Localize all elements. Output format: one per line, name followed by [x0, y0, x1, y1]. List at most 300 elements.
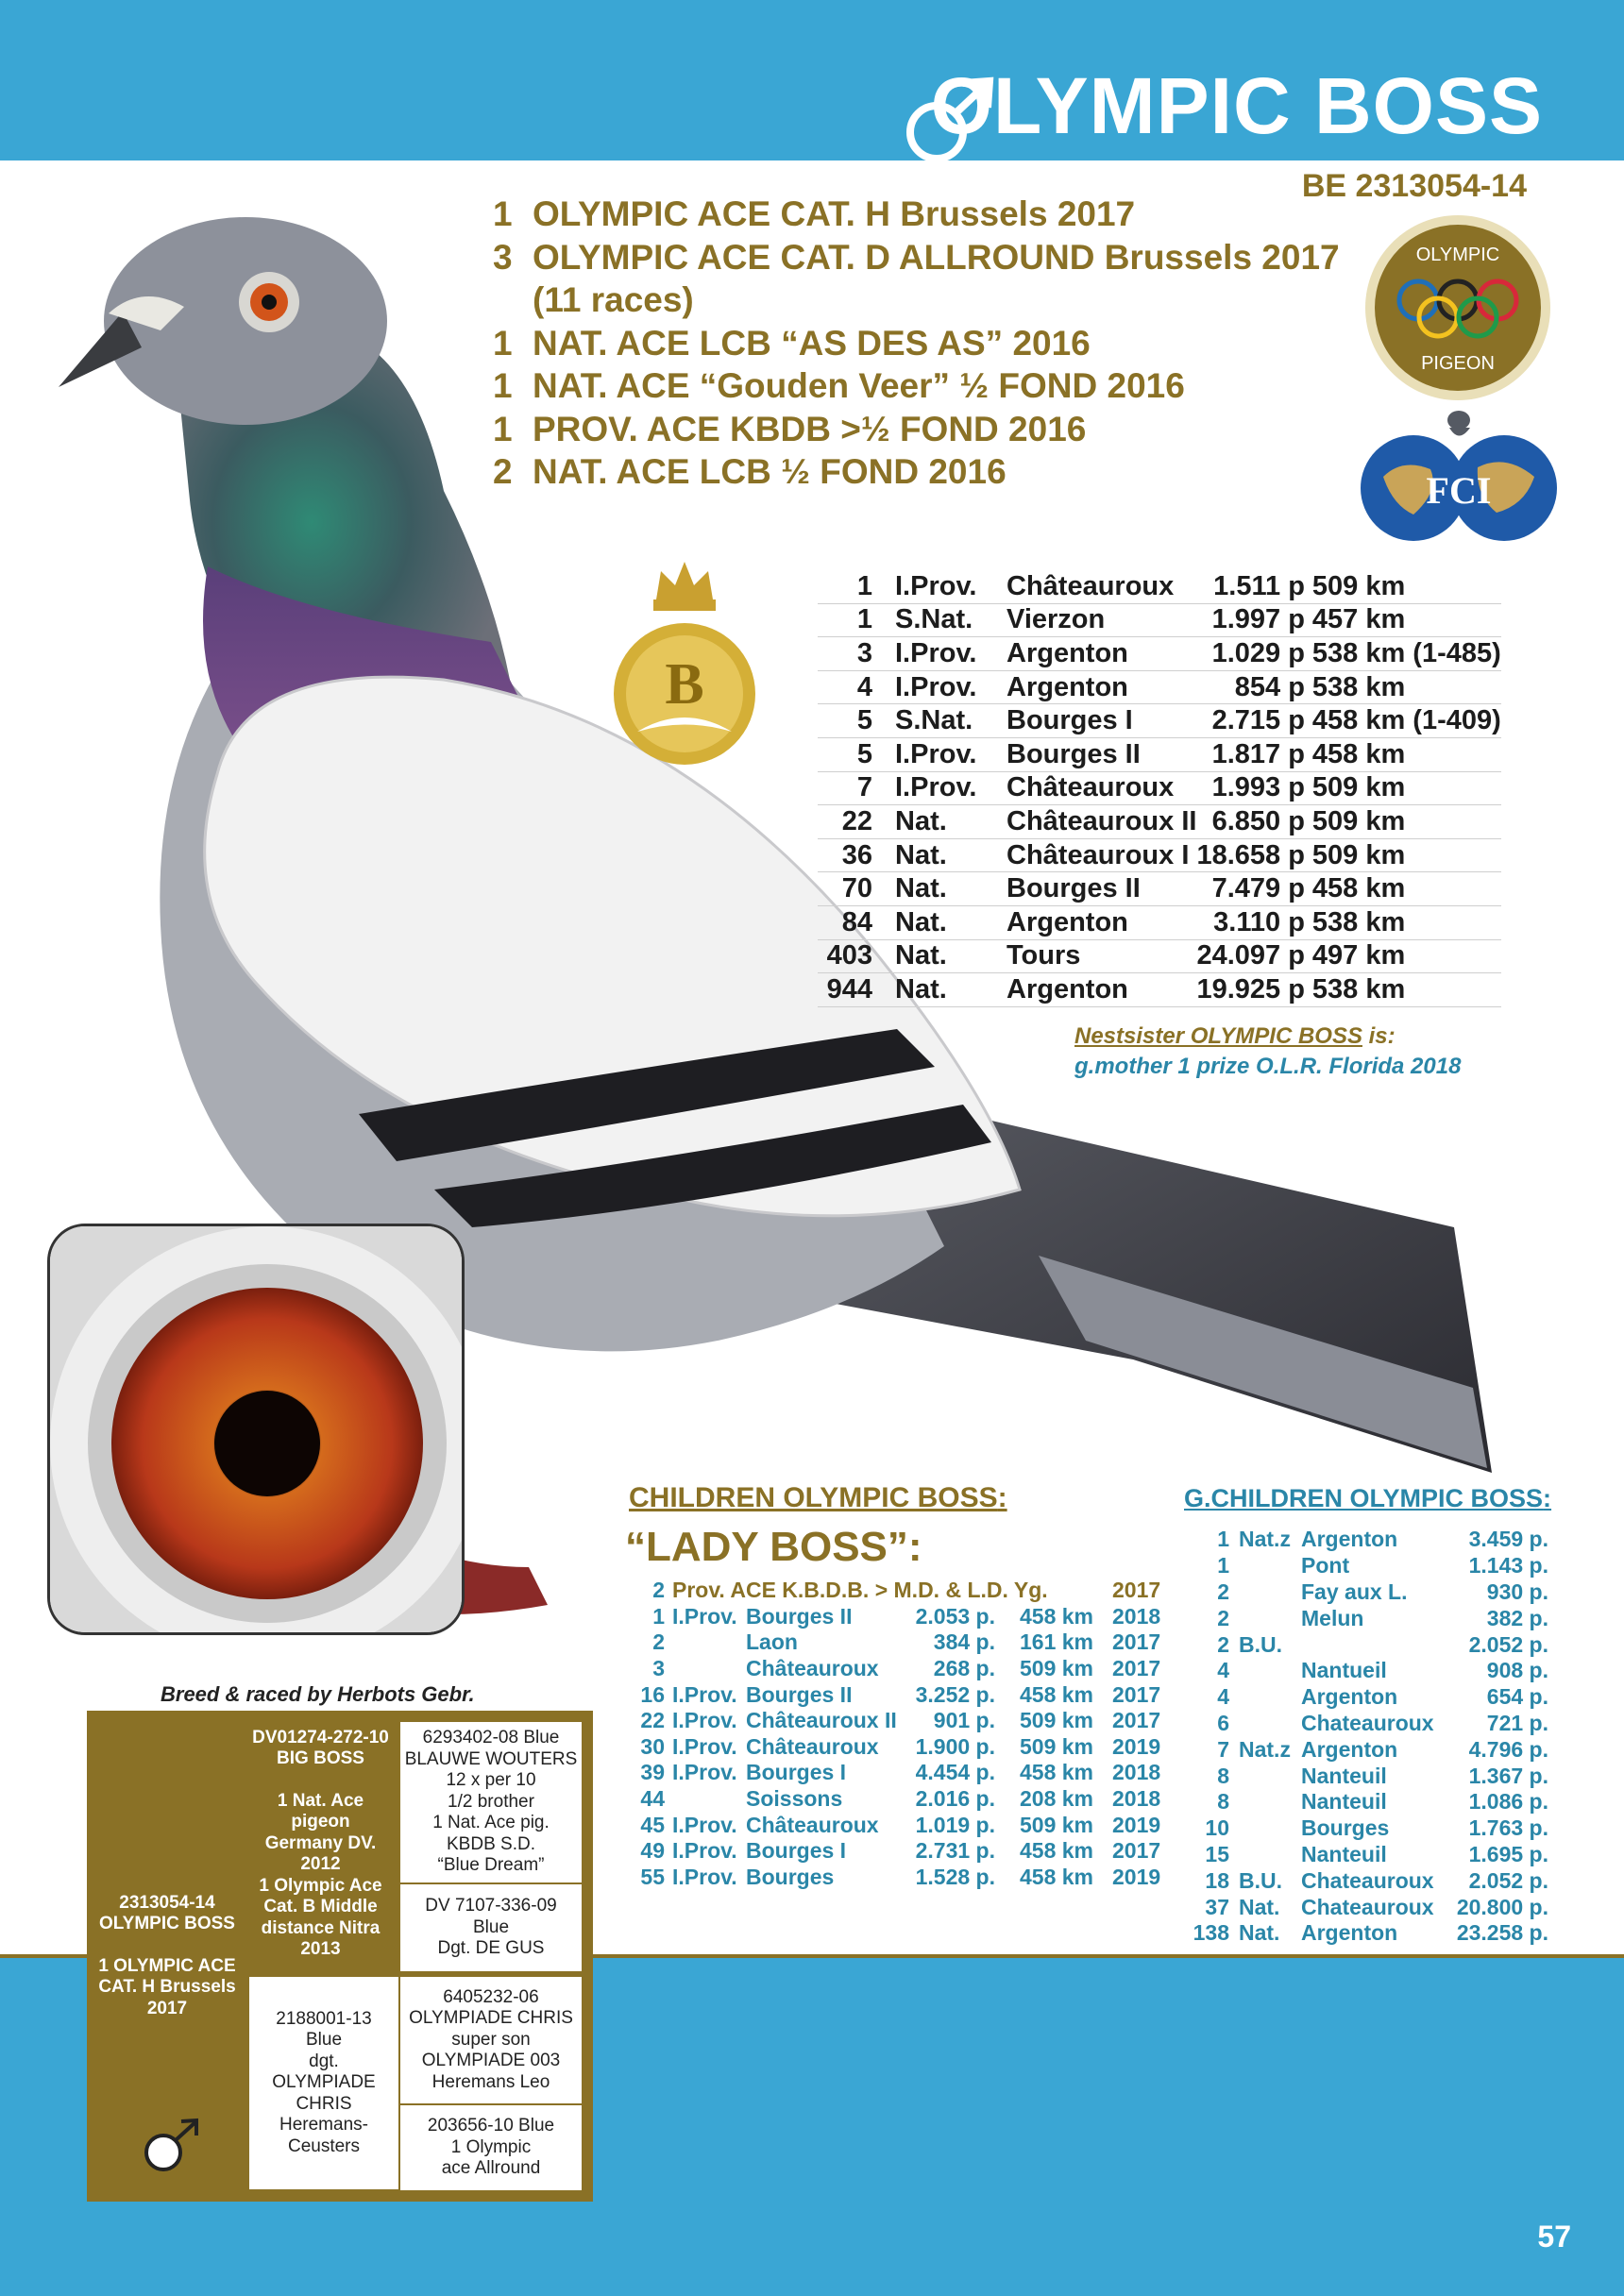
- achievement-item: 1 NAT. ACE “Gouden Veer” ½ FOND 2016: [493, 366, 1185, 405]
- result-type: S.Nat.: [895, 704, 1007, 738]
- result-note: (1-485): [1413, 637, 1501, 668]
- pedigree-dam-sire: [400, 1977, 582, 2103]
- table-row: [625, 1760, 1160, 1786]
- child-rank: 45: [640, 1812, 665, 1837]
- result-rank: 3: [818, 637, 895, 671]
- result-type: Nat.: [895, 805, 1007, 839]
- pedigree-line: 1 Nat. Ace pig.: [432, 1813, 550, 1833]
- result-distance: [1305, 805, 1501, 839]
- table-row: [625, 1734, 1160, 1761]
- result-pigeons: 7.479 p: [1196, 872, 1304, 906]
- pedigree-line: 203656-10 Blue: [427, 2116, 555, 2136]
- pedigree-line: 6293402-08 Blue: [422, 1728, 560, 1748]
- result-km: 497 km: [1311, 940, 1406, 971]
- table-row: [1192, 1711, 1548, 1737]
- table-row: [625, 1865, 1160, 1891]
- gchild-place: [1301, 1631, 1443, 1658]
- result-note: [1405, 840, 1413, 870]
- result-note: [1405, 940, 1413, 971]
- pedigree-sire-sire-text: [405, 1728, 578, 1877]
- result-rank: 70: [818, 872, 895, 906]
- gchild-place: Melun: [1301, 1605, 1364, 1630]
- child-km: 458 km: [1019, 1838, 1093, 1864]
- table-row: [818, 771, 1501, 805]
- achievement-item: 1 NAT. ACE LCB “AS DES AS” 2016: [493, 323, 1091, 363]
- table-row: [1192, 1894, 1548, 1920]
- pedigree-line: 1 Nat. Ace: [277, 1790, 364, 1811]
- result-pigeons: 1.817 p: [1196, 737, 1304, 771]
- gchild-type: [1239, 1553, 1301, 1579]
- result-distance: [1305, 771, 1501, 805]
- child-year: 2018: [1112, 1760, 1161, 1785]
- achievement-item: 3 OLYMPIC ACE CAT. D ALLROUND Brussels 2017: [493, 237, 1340, 277]
- gchild-type: Nat.: [1239, 1894, 1280, 1919]
- pedigree-line: OLYMPIADE CHRIS: [409, 2008, 573, 2029]
- table-row: [818, 570, 1501, 603]
- result-note: [1405, 772, 1413, 802]
- pedigree-line: 2013: [300, 1939, 341, 1959]
- pedigree-dam: [249, 1977, 398, 2189]
- result-km: 538 km: [1311, 906, 1406, 937]
- pedigree-line: 1 OLYMPIC ACE: [98, 1955, 236, 1976]
- table-row: [818, 670, 1501, 704]
- achievement-item: (11 races): [533, 280, 694, 319]
- child-km: 161 km: [1019, 1629, 1093, 1655]
- table-row: [625, 1629, 1160, 1656]
- gchild-type: Nat.z: [1239, 1736, 1291, 1762]
- pedigree-line: CHRIS: [296, 2093, 352, 2114]
- gchild-place: Nanteuil: [1301, 1763, 1387, 1788]
- gchild-place: Chateauroux: [1301, 1710, 1434, 1735]
- child-type: I.Prov.: [672, 1603, 737, 1629]
- table-row: [1192, 1920, 1548, 1947]
- table-row: [1192, 1527, 1548, 1553]
- table-row: [1192, 1789, 1548, 1815]
- result-rank: 5: [818, 704, 895, 738]
- pedigree-dam-text: [272, 2009, 375, 2158]
- child-year: 2017: [1112, 1681, 1161, 1707]
- gchild-type: [1239, 1763, 1301, 1789]
- pedigree-line: DV01274-272-10: [252, 1727, 389, 1747]
- pedigree-line: DV 7107-336-09: [425, 1896, 557, 1916]
- pedigree-line: 6405232-06: [443, 1986, 539, 2007]
- pedigree-line: OLYMPIC BOSS: [99, 1914, 235, 1934]
- breed-caption: Breed & raced by Herbots Gebr.: [161, 1682, 475, 1706]
- table-row: [1192, 1553, 1548, 1579]
- lady-boss-name: “LADY BOSS”:: [625, 1524, 922, 1570]
- child-year: 2018: [1112, 1603, 1161, 1629]
- belgian-crest-icon: [604, 552, 765, 779]
- gchild-type: [1239, 1789, 1301, 1815]
- child-year: 2019: [1112, 1864, 1161, 1889]
- pedigree-line: “Blue Dream”: [437, 1855, 545, 1876]
- olympic-pigeon-badge-icon: [1363, 213, 1552, 402]
- result-pigeons: 19.925 p: [1196, 973, 1304, 1007]
- child-km: 509 km: [1019, 1733, 1093, 1759]
- result-place: Châteauroux: [1007, 570, 1196, 603]
- gchild-rank: 138: [1193, 1920, 1229, 1946]
- child-year: 2017: [1112, 1656, 1161, 1681]
- gchild-rank: 1: [1217, 1527, 1229, 1552]
- achievement-item: 1 OLYMPIC ACE CAT. H Brussels 2017: [493, 194, 1136, 233]
- child-km: 458 km: [1019, 1681, 1093, 1707]
- child-year: 2018: [1112, 1786, 1161, 1812]
- gchild-type: Nat.: [1239, 1920, 1280, 1946]
- gchild-rank: 10: [1205, 1815, 1229, 1841]
- result-type: Nat.: [895, 939, 1007, 973]
- result-place: Argenton: [1007, 670, 1196, 704]
- gchild-rank: 18: [1205, 1867, 1229, 1893]
- gchild-place: Bourges: [1301, 1815, 1390, 1841]
- nestsister-detail: g.mother 1 prize O.L.R. Florida 2018: [1074, 1054, 1462, 1079]
- table-row: [818, 737, 1501, 771]
- gchild-rank: 2: [1217, 1605, 1229, 1630]
- result-pigeons: 18.658 p: [1196, 838, 1304, 872]
- gchild-type: [1239, 1605, 1301, 1631]
- table-row: [818, 872, 1501, 906]
- table-row: [818, 637, 1501, 671]
- result-type: I.Prov.: [895, 637, 1007, 671]
- table-row: [625, 1786, 1160, 1813]
- result-type: I.Prov.: [895, 771, 1007, 805]
- gchild-pigeons: 908 p.: [1486, 1658, 1548, 1683]
- svg-text:OLYMPIC: OLYMPIC: [1415, 245, 1500, 265]
- pedigree-line: 2017: [146, 1998, 188, 2018]
- gchild-pigeons: 654 p.: [1486, 1684, 1548, 1710]
- table-row: 2 Prov. ACE K.B.D.B. > M.D. & L.D. Yg. 2017: [652, 1578, 1161, 1603]
- pedigree-line: Germany DV.: [264, 1832, 377, 1853]
- gchild-rank: 2: [1217, 1578, 1229, 1604]
- table-row: [818, 973, 1501, 1007]
- gchild-place: Argenton: [1301, 1920, 1398, 1946]
- child-km: 509 km: [1019, 1656, 1093, 1681]
- gchild-type: B.U.: [1239, 1867, 1282, 1893]
- gchild-pigeons: 1.143 p.: [1468, 1553, 1548, 1578]
- child-place: Châteauroux: [746, 1656, 879, 1681]
- male-symbol-small-icon: [140, 2117, 206, 2173]
- gchild-pigeons: 3.459 p.: [1468, 1527, 1548, 1552]
- child-type: [672, 1629, 746, 1656]
- result-note: [1405, 907, 1413, 937]
- child-place: Châteauroux: [746, 1733, 879, 1759]
- child-place: Laon: [746, 1629, 798, 1655]
- gchild-rank: 1: [1217, 1553, 1229, 1578]
- result-distance: [1305, 737, 1501, 771]
- child-rank: 2: [652, 1629, 665, 1655]
- result-km: 458 km: [1311, 873, 1406, 904]
- result-note: [1405, 672, 1413, 702]
- child-rank: 1: [652, 1603, 665, 1629]
- result-rank: 84: [818, 905, 895, 939]
- gchild-type: [1239, 1684, 1301, 1711]
- table-row: [1192, 1684, 1548, 1711]
- child-rank: 44: [640, 1786, 665, 1812]
- table-row: [1192, 1736, 1548, 1763]
- pedigree-line: OLYMPIADE: [272, 2072, 376, 2093]
- gchild-pigeons: 1.695 p.: [1468, 1841, 1548, 1866]
- table-row: [818, 939, 1501, 973]
- pedigree-dam-dam: [400, 2105, 582, 2190]
- table-row: [1192, 1815, 1548, 1842]
- result-type: I.Prov.: [895, 737, 1007, 771]
- pedigree-line: KBDB S.D.: [447, 1833, 535, 1854]
- pedigree-line: 2012: [300, 1854, 341, 1874]
- result-distance: [1305, 603, 1501, 637]
- child-year: 2019: [1112, 1733, 1161, 1759]
- svg-text:B: B: [665, 652, 704, 717]
- result-place: Châteauroux I: [1007, 838, 1196, 872]
- result-pigeons: 24.097 p: [1196, 939, 1304, 973]
- child-type: [672, 1656, 746, 1682]
- achievement-item: 2 NAT. ACE LCB ½ FOND 2016: [493, 452, 1007, 491]
- result-rank: 5: [818, 737, 895, 771]
- child-pigeons: 3.252 p.: [915, 1681, 995, 1707]
- child-type: I.Prov.: [672, 1708, 737, 1733]
- pedigree-line: Heremans-: [279, 2115, 368, 2136]
- child-place: Bourges II: [746, 1681, 853, 1707]
- child-type: I.Prov.: [672, 1864, 737, 1889]
- gchild-type: [1239, 1711, 1301, 1737]
- pedigree-line: [252, 1770, 389, 1791]
- pedigree-line: 1/2 brother: [448, 1791, 534, 1812]
- gchild-rank: 8: [1217, 1763, 1229, 1788]
- gchild-rank: 15: [1205, 1841, 1229, 1866]
- gchild-type: [1239, 1815, 1301, 1842]
- child-km: 509 km: [1019, 1812, 1093, 1837]
- pedigree-sire-text: [252, 1728, 389, 1961]
- child-place: Bourges: [746, 1864, 835, 1889]
- result-place: Bourges I: [1007, 704, 1196, 738]
- child-year: 2019: [1112, 1812, 1161, 1837]
- result-type: S.Nat.: [895, 603, 1007, 637]
- result-place: Tours: [1007, 939, 1196, 973]
- pedigree-sire-dam-text: [425, 1896, 556, 1960]
- child-pigeons: 2.016 p.: [915, 1786, 995, 1812]
- child-pigeons: 901 p.: [933, 1708, 995, 1733]
- result-rank: 944: [818, 973, 895, 1007]
- child-year: 2017: [1112, 1629, 1161, 1655]
- child-pigeons: 1.528 p.: [915, 1864, 995, 1889]
- table-row: [1192, 1631, 1548, 1658]
- nestsister-note: Nestsister OLYMPIC BOSS is: g.mother 1 prize O.L.R. Florida 2018: [1074, 1021, 1461, 1082]
- result-note: [1405, 571, 1413, 601]
- table-row: [625, 1812, 1160, 1838]
- child-km: 458 km: [1019, 1603, 1093, 1629]
- child-rank: 16: [640, 1681, 665, 1707]
- table-row: [1192, 1842, 1548, 1868]
- table-row: [818, 838, 1501, 872]
- achievements-list: [493, 193, 1340, 494]
- result-pigeons: 1.993 p: [1196, 771, 1304, 805]
- table-row: [625, 1708, 1160, 1734]
- gchild-rank: 4: [1217, 1684, 1229, 1710]
- pedigree-sire-dam: [400, 1884, 582, 1971]
- child-pigeons: 384 p.: [933, 1629, 995, 1655]
- table-row: [1192, 1579, 1548, 1606]
- child-rank: 3: [652, 1656, 665, 1681]
- children-results-table: [625, 1578, 1160, 1890]
- gchild-pigeons: 23.258 p.: [1456, 1920, 1548, 1946]
- child-place: Soissons: [746, 1786, 843, 1812]
- result-distance: [1305, 939, 1501, 973]
- gchild-place: Chateauroux: [1301, 1867, 1434, 1893]
- child-type: I.Prov.: [672, 1681, 737, 1707]
- result-rank: 4: [818, 670, 895, 704]
- child-place: Bourges II: [746, 1603, 853, 1629]
- gchild-type: [1239, 1658, 1301, 1684]
- table-row: [1192, 1867, 1548, 1894]
- child-km: 458 km: [1019, 1864, 1093, 1889]
- child-pigeons: 268 p.: [933, 1656, 995, 1681]
- gchild-rank: 8: [1217, 1789, 1229, 1815]
- ring-number: BE 2313054-14: [1301, 168, 1527, 204]
- eye-closeup-image: [47, 1224, 465, 1635]
- results-table: [818, 570, 1501, 1007]
- result-km: 509 km: [1311, 805, 1406, 836]
- result-place: Argenton: [1007, 637, 1196, 671]
- table-row: [818, 603, 1501, 637]
- result-pigeons: 2.715 p: [1196, 704, 1304, 738]
- result-type: Nat.: [895, 838, 1007, 872]
- children-heading: CHILDREN OLYMPIC BOSS:: [629, 1482, 1007, 1513]
- result-note: [1405, 974, 1413, 1004]
- child-type: [672, 1786, 746, 1813]
- child-rank: 22: [640, 1708, 665, 1733]
- result-pigeons: 1.511 p: [1196, 570, 1304, 603]
- result-rank: 36: [818, 838, 895, 872]
- svg-text:PIGEON: PIGEON: [1421, 353, 1495, 374]
- result-pigeons: 6.850 p: [1196, 805, 1304, 839]
- result-rank: 1: [818, 603, 895, 637]
- result-note: (1-409): [1413, 705, 1501, 736]
- child-type: I.Prov.: [672, 1812, 737, 1837]
- gchild-place: Argenton: [1301, 1527, 1398, 1552]
- result-place: Châteauroux II: [1007, 805, 1196, 839]
- pedigree-line: Heremans Leo: [431, 2071, 550, 2092]
- table-row: [625, 1838, 1160, 1865]
- pedigree-subject-text: [98, 1893, 235, 2020]
- pedigree-line: OLYMPIADE 003: [421, 2051, 561, 2071]
- gchild-pigeons: 930 p.: [1486, 1578, 1548, 1604]
- child-place: Châteauroux II: [746, 1708, 897, 1733]
- child-type: I.Prov.: [672, 1760, 737, 1785]
- child-place: Bourges I: [746, 1838, 847, 1864]
- pedigree-dam-sire-text: [409, 1987, 573, 2094]
- result-type: Nat.: [895, 905, 1007, 939]
- gchild-place: Fay aux L.: [1301, 1578, 1408, 1604]
- pedigree-line: CAT. H Brussels: [98, 1977, 236, 1998]
- pedigree-line: Dgt. DE GUS: [437, 1938, 545, 1959]
- pedigree-line: 1 Olympic: [450, 2136, 532, 2157]
- pedigree-line: distance Nitra: [261, 1917, 381, 1938]
- gchild-pigeons: 20.800 p.: [1456, 1894, 1548, 1919]
- child-rank: 49: [640, 1838, 665, 1864]
- child-type: I.Prov.: [672, 1838, 737, 1864]
- result-place: Argenton: [1007, 973, 1196, 1007]
- result-distance: [1305, 637, 1501, 671]
- pedigree-line: 2188001-13: [276, 2008, 372, 2029]
- result-km: 509 km: [1311, 839, 1406, 870]
- gchild-pigeons: 1.763 p.: [1468, 1815, 1548, 1841]
- pedigree-line: [98, 1935, 235, 1956]
- result-km: 538 km: [1311, 973, 1406, 1004]
- result-pigeons: 1.997 p: [1196, 603, 1304, 637]
- result-rank: 403: [818, 939, 895, 973]
- gchild-type: B.U.: [1239, 1631, 1282, 1657]
- result-distance: [1305, 704, 1501, 738]
- table-row: [625, 1604, 1160, 1630]
- result-rank: 7: [818, 771, 895, 805]
- result-place: Bourges II: [1007, 737, 1196, 771]
- result-distance: [1305, 872, 1501, 906]
- pedigree-line: super son: [451, 2029, 531, 2050]
- gchild-place: Chateauroux: [1301, 1894, 1434, 1919]
- gchild-place: Nanteuil: [1301, 1841, 1387, 1866]
- pedigree-dam-dam-text: [428, 2116, 554, 2180]
- grandchildren-results-table: [1192, 1527, 1548, 1947]
- result-place: Vierzon: [1007, 603, 1196, 637]
- result-pigeons: 3.110 p: [1196, 905, 1304, 939]
- result-type: I.Prov.: [895, 570, 1007, 603]
- result-pigeons: 1.029 p: [1196, 637, 1304, 671]
- pedigree-sire: [247, 1722, 394, 1966]
- child-pigeons: 1.900 p.: [915, 1733, 995, 1759]
- child-rank: 39: [640, 1760, 665, 1785]
- result-note: [1405, 873, 1413, 903]
- gchild-pigeons: 4.796 p.: [1468, 1736, 1548, 1762]
- gchild-rank: 7: [1217, 1736, 1229, 1762]
- pedigree-line: 1 Olympic Ace: [259, 1875, 382, 1896]
- child-km: 509 km: [1019, 1708, 1093, 1733]
- pedigree-line: Blue: [472, 1916, 510, 1937]
- gchild-place: Argenton: [1301, 1684, 1398, 1710]
- table-row: [1192, 1605, 1548, 1631]
- result-distance: [1305, 838, 1501, 872]
- result-place: Argenton: [1007, 905, 1196, 939]
- gchild-type: [1239, 1579, 1301, 1606]
- pedigree-line: dgt.: [309, 2051, 339, 2071]
- result-place: Châteauroux: [1007, 771, 1196, 805]
- child-rank: 55: [640, 1864, 665, 1889]
- page-title: OLYMPIC BOSS: [930, 61, 1543, 150]
- achievement-item: 1 PROV. ACE KBDB >½ FOND 2016: [493, 409, 1087, 448]
- result-type: Nat.: [895, 973, 1007, 1007]
- child-place: Châteauroux: [746, 1812, 879, 1837]
- gchild-rank: 37: [1205, 1894, 1229, 1919]
- child-rank: 30: [640, 1733, 665, 1759]
- child-year: 2017: [1112, 1708, 1161, 1733]
- result-distance: [1305, 570, 1501, 603]
- page-number: 57: [1537, 2220, 1571, 2254]
- nestsister-label: Nestsister OLYMPIC BOSS: [1074, 1023, 1362, 1049]
- gchild-rank: 6: [1217, 1710, 1229, 1735]
- child-year: 2017: [1112, 1838, 1161, 1864]
- pedigree-line: Cat. B Middle: [263, 1897, 378, 1916]
- table-row: [1192, 1658, 1548, 1684]
- result-rank: 22: [818, 805, 895, 839]
- table-row: [818, 905, 1501, 939]
- result-distance: [1305, 973, 1501, 1007]
- table-row: [818, 704, 1501, 738]
- gchild-rank: 2: [1217, 1631, 1229, 1657]
- gchild-pigeons: 1.086 p.: [1468, 1789, 1548, 1815]
- svg-text:FCI: FCI: [1426, 469, 1492, 512]
- result-km: 538 km: [1311, 671, 1406, 702]
- result-pigeons: 854 p: [1196, 670, 1304, 704]
- gchild-pigeons: 721 p.: [1486, 1710, 1548, 1735]
- result-km: 458 km: [1311, 738, 1406, 769]
- result-km: 457 km: [1311, 604, 1406, 635]
